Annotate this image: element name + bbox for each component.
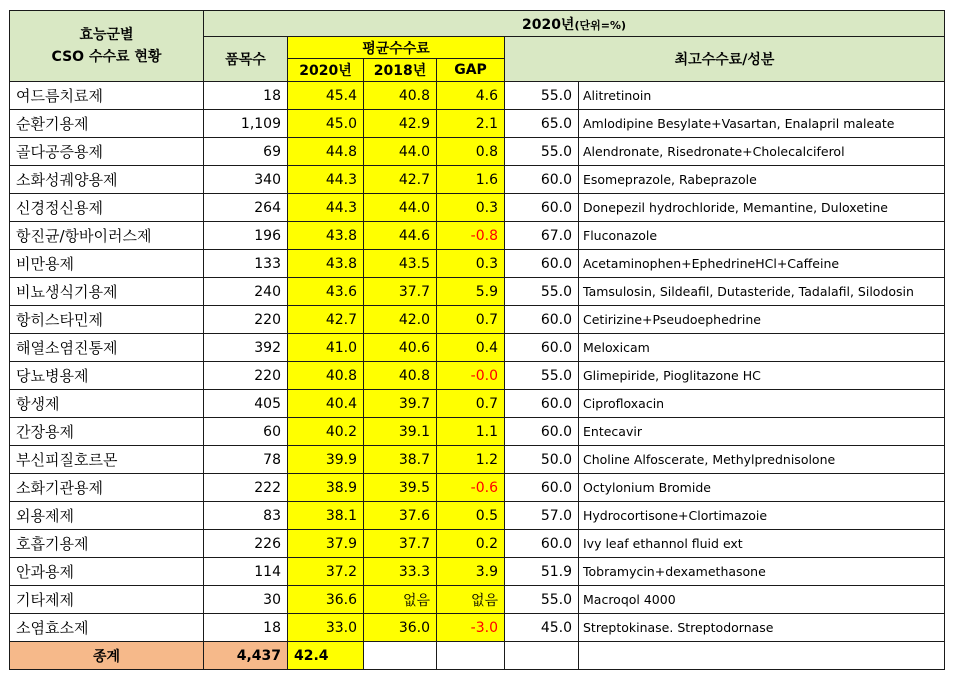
table-row <box>10 586 945 614</box>
empty-cell <box>505 642 579 670</box>
fee-gap-cell: 3.9 <box>437 558 505 586</box>
table-row <box>10 530 945 558</box>
fee-2020-cell: 37.2 <box>288 558 364 586</box>
table-row <box>10 558 945 586</box>
cso-fee-table <box>9 10 945 670</box>
max-fee-cell: 50.0 <box>505 446 579 474</box>
ingredient-cell: Glimepiride, Pioglitazone HC <box>579 362 945 390</box>
ingredient-cell: Amlodipine Besylate+Vasartan, Enalapril maleate <box>579 110 945 138</box>
fee-2018-cell: 37.7 <box>364 278 437 306</box>
ingredient-cell: Ivy leaf ethannol fluid ext <box>579 530 945 558</box>
item-count-cell: 392 <box>204 334 288 362</box>
table-row <box>10 362 945 390</box>
fee-2018-cell: 없음 <box>364 586 437 614</box>
fee-2018-cell: 36.0 <box>364 614 437 642</box>
fee-gap-cell: 0.4 <box>437 334 505 362</box>
item-count-cell: 30 <box>204 586 288 614</box>
item-count-cell: 405 <box>204 390 288 418</box>
ingredient-cell: Meloxicam <box>579 334 945 362</box>
max-fee-header: 최고수수료/성분 <box>505 37 945 82</box>
max-fee-cell: 55.0 <box>505 278 579 306</box>
item-count-cell: 264 <box>204 194 288 222</box>
ingredient-cell: Cetirizine+Pseudoephedrine <box>579 306 945 334</box>
fee-2020-cell: 45.4 <box>288 82 364 110</box>
fee-2018-cell: 42.7 <box>364 166 437 194</box>
fee-gap-cell: 4.6 <box>437 82 505 110</box>
category-name-cell: 기타제제 <box>10 586 204 614</box>
max-fee-cell: 60.0 <box>505 530 579 558</box>
ingredient-cell: Hydrocortisone+Clortimazoie <box>579 502 945 530</box>
max-fee-cell: 57.0 <box>505 502 579 530</box>
fee-gap-cell: 0.7 <box>437 306 505 334</box>
max-fee-cell: 60.0 <box>505 474 579 502</box>
unit-note: (단위=%) <box>574 18 627 32</box>
category-name-cell: 항생제 <box>10 390 204 418</box>
fee-2018-cell: 37.6 <box>364 502 437 530</box>
fee-2020-cell: 43.8 <box>288 222 364 250</box>
col-2020-header: 2020년 <box>288 59 364 82</box>
ingredient-cell: Donepezil hydrochloride, Memantine, Duloxetine <box>579 194 945 222</box>
ingredient-cell: Macroqol 4000 <box>579 586 945 614</box>
item-count-cell: 340 <box>204 166 288 194</box>
empty-cell <box>579 642 945 670</box>
fee-2018-cell: 38.7 <box>364 446 437 474</box>
fee-gap-cell: 없음 <box>437 586 505 614</box>
ingredient-cell: Esomeprazole, Rabeprazole <box>579 166 945 194</box>
total-row <box>10 642 945 670</box>
category-name-cell: 부신피질호르몬 <box>10 446 204 474</box>
table-title-cell <box>10 11 204 82</box>
item-count-cell: 240 <box>204 278 288 306</box>
table-row <box>10 474 945 502</box>
total-avg-2020: 42.4 <box>288 642 364 670</box>
table-title-line2: CSO 수수료 현황 <box>51 49 162 65</box>
table-row <box>10 82 945 110</box>
fee-gap-cell: 2.1 <box>437 110 505 138</box>
fee-gap-cell: 0.3 <box>437 250 505 278</box>
ingredient-cell: Tamsulosin, Sildeafil, Dutasteride, Tadalafil, Silodosin <box>579 278 945 306</box>
item-count-cell: 220 <box>204 306 288 334</box>
empty-cell <box>437 642 505 670</box>
category-name-cell: 비만용제 <box>10 250 204 278</box>
item-count-cell: 69 <box>204 138 288 166</box>
category-name-cell: 비뇨생식기용제 <box>10 278 204 306</box>
max-fee-cell: 60.0 <box>505 194 579 222</box>
table-row <box>10 222 945 250</box>
fee-gap-cell: 5.9 <box>437 278 505 306</box>
max-fee-cell: 45.0 <box>505 614 579 642</box>
fee-2020-cell: 38.1 <box>288 502 364 530</box>
max-fee-cell: 51.9 <box>505 558 579 586</box>
max-fee-cell: 60.0 <box>505 334 579 362</box>
fee-2020-cell: 40.8 <box>288 362 364 390</box>
category-name-cell: 안과용제 <box>10 558 204 586</box>
fee-2020-cell: 42.7 <box>288 306 364 334</box>
fee-gap-cell: -3.0 <box>437 614 505 642</box>
fee-gap-cell: -0.0 <box>437 362 505 390</box>
ingredient-cell: Alitretinoin <box>579 82 945 110</box>
fee-2018-cell: 37.7 <box>364 530 437 558</box>
fee-2018-cell: 42.0 <box>364 306 437 334</box>
count-header: 품목수 <box>204 37 288 82</box>
item-count-cell: 220 <box>204 362 288 390</box>
table-row <box>10 166 945 194</box>
fee-2018-cell: 40.8 <box>364 82 437 110</box>
table-row <box>10 250 945 278</box>
fee-gap-cell: 1.2 <box>437 446 505 474</box>
fee-2020-cell: 40.2 <box>288 418 364 446</box>
item-count-cell: 222 <box>204 474 288 502</box>
year-label: 2020년 <box>521 16 575 33</box>
category-name-cell: 소염효소제 <box>10 614 204 642</box>
max-fee-cell: 55.0 <box>505 362 579 390</box>
fee-2018-cell: 40.6 <box>364 334 437 362</box>
ingredient-cell: Fluconazole <box>579 222 945 250</box>
col-2018-header: 2018년 <box>364 59 437 82</box>
item-count-cell: 196 <box>204 222 288 250</box>
max-fee-cell: 60.0 <box>505 166 579 194</box>
max-fee-cell: 60.0 <box>505 418 579 446</box>
fee-2020-cell: 44.8 <box>288 138 364 166</box>
table-row <box>10 418 945 446</box>
item-count-cell: 114 <box>204 558 288 586</box>
category-name-cell: 소화기관용제 <box>10 474 204 502</box>
item-count-cell: 60 <box>204 418 288 446</box>
table-row <box>10 334 945 362</box>
fee-2018-cell: 42.9 <box>364 110 437 138</box>
table-title-line1: 효능군별 <box>79 27 134 43</box>
total-count: 4,437 <box>204 642 288 670</box>
fee-2018-cell: 40.8 <box>364 362 437 390</box>
fee-2020-cell: 44.3 <box>288 166 364 194</box>
fee-2018-cell: 44.6 <box>364 222 437 250</box>
fee-gap-cell: 0.3 <box>437 194 505 222</box>
ingredient-cell: Alendronate, Risedronate+Cholecalciferol <box>579 138 945 166</box>
fee-2020-cell: 38.9 <box>288 474 364 502</box>
fee-gap-cell: 1.1 <box>437 418 505 446</box>
table-row <box>10 390 945 418</box>
item-count-cell: 78 <box>204 446 288 474</box>
fee-gap-cell: 1.6 <box>437 166 505 194</box>
table-row <box>10 306 945 334</box>
fee-2020-cell: 39.9 <box>288 446 364 474</box>
table-row <box>10 278 945 306</box>
category-name-cell: 순환기용제 <box>10 110 204 138</box>
max-fee-cell: 55.0 <box>505 138 579 166</box>
table-row <box>10 138 945 166</box>
avg-fee-header: 평균수수료 <box>288 37 505 59</box>
ingredient-cell: Ciprofloxacin <box>579 390 945 418</box>
max-fee-cell: 60.0 <box>505 250 579 278</box>
category-name-cell: 해열소염진통제 <box>10 334 204 362</box>
max-fee-cell: 67.0 <box>505 222 579 250</box>
fee-2020-cell: 43.8 <box>288 250 364 278</box>
fee-gap-cell: -0.8 <box>437 222 505 250</box>
item-count-cell: 1,109 <box>204 110 288 138</box>
fee-gap-cell: 0.2 <box>437 530 505 558</box>
fee-2020-cell: 40.4 <box>288 390 364 418</box>
fee-2018-cell: 44.0 <box>364 138 437 166</box>
fee-gap-cell: 0.8 <box>437 138 505 166</box>
fee-2020-cell: 44.3 <box>288 194 364 222</box>
fee-2020-cell: 43.6 <box>288 278 364 306</box>
fee-2020-cell: 41.0 <box>288 334 364 362</box>
table-row <box>10 194 945 222</box>
category-name-cell: 간장용제 <box>10 418 204 446</box>
category-name-cell: 신경정신용제 <box>10 194 204 222</box>
fee-2020-cell: 45.0 <box>288 110 364 138</box>
fee-2020-cell: 33.0 <box>288 614 364 642</box>
fee-2018-cell: 39.7 <box>364 390 437 418</box>
table-row <box>10 110 945 138</box>
table-row <box>10 502 945 530</box>
ingredient-cell: Choline Alfoscerate, Methylprednisolone <box>579 446 945 474</box>
fee-2018-cell: 43.5 <box>364 250 437 278</box>
total-label: 종계 <box>10 642 204 670</box>
category-name-cell: 호흡기용제 <box>10 530 204 558</box>
ingredient-cell: Entecavir <box>579 418 945 446</box>
ingredient-cell: Acetaminophen+EphedrineHCl+Caffeine <box>579 250 945 278</box>
fee-2020-cell: 37.9 <box>288 530 364 558</box>
item-count-cell: 226 <box>204 530 288 558</box>
item-count-cell: 133 <box>204 250 288 278</box>
max-fee-cell: 55.0 <box>505 586 579 614</box>
fee-gap-cell: -0.6 <box>437 474 505 502</box>
max-fee-cell: 60.0 <box>505 306 579 334</box>
ingredient-cell: Streptokinase. Streptodornase <box>579 614 945 642</box>
item-count-cell: 18 <box>204 614 288 642</box>
fee-2018-cell: 33.3 <box>364 558 437 586</box>
fee-2018-cell: 44.0 <box>364 194 437 222</box>
ingredient-cell: Octylonium Bromide <box>579 474 945 502</box>
item-count-cell: 83 <box>204 502 288 530</box>
fee-gap-cell: 0.7 <box>437 390 505 418</box>
category-name-cell: 당뇨병용제 <box>10 362 204 390</box>
year-unit-header <box>204 11 945 37</box>
item-count-cell: 18 <box>204 82 288 110</box>
fee-2020-cell: 36.6 <box>288 586 364 614</box>
fee-gap-cell: 0.5 <box>437 502 505 530</box>
table-row <box>10 446 945 474</box>
max-fee-cell: 55.0 <box>505 82 579 110</box>
ingredient-cell: Tobramycin+dexamethasone <box>579 558 945 586</box>
category-name-cell: 소화성궤양용제 <box>10 166 204 194</box>
category-name-cell: 여드름치료제 <box>10 82 204 110</box>
fee-2018-cell: 39.1 <box>364 418 437 446</box>
col-gap-header: GAP <box>437 59 505 82</box>
category-name-cell: 외용제제 <box>10 502 204 530</box>
category-name-cell: 항히스타민제 <box>10 306 204 334</box>
category-name-cell: 골다공증용제 <box>10 138 204 166</box>
fee-2018-cell: 39.5 <box>364 474 437 502</box>
table-row <box>10 614 945 642</box>
max-fee-cell: 65.0 <box>505 110 579 138</box>
max-fee-cell: 60.0 <box>505 390 579 418</box>
category-name-cell: 항진균/항바이러스제 <box>10 222 204 250</box>
empty-cell <box>364 642 437 670</box>
